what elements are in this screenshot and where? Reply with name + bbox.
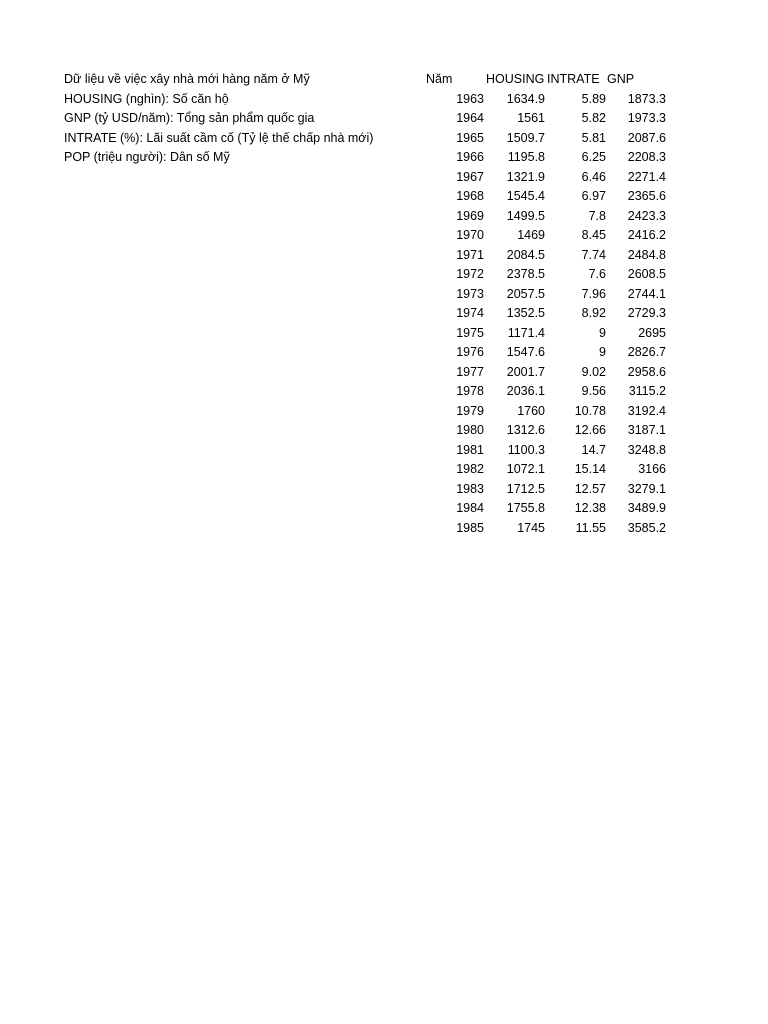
table-row xyxy=(420,363,680,383)
cell-gnp: 3192.4 xyxy=(627,403,666,418)
cell-year: 1966 xyxy=(456,150,484,164)
table-row xyxy=(420,480,680,500)
header-housing: HOUSING xyxy=(486,72,545,86)
cell-year: 1963 xyxy=(456,91,484,106)
cell-gnp: 2729.3 xyxy=(627,306,666,320)
cell-intrate: 5.82 xyxy=(581,111,606,125)
cell-gnp: 2423.3 xyxy=(627,208,666,223)
table-row xyxy=(420,441,680,461)
cell-intrate: 5.89 xyxy=(581,91,606,106)
cell-housing: 1321.9 xyxy=(506,169,545,184)
cell-gnp: 2365.6 xyxy=(627,189,666,203)
table-row xyxy=(420,207,680,227)
cell-year: 1977 xyxy=(456,364,484,379)
cell-intrate: 9 xyxy=(599,325,606,340)
cell-year: 1969 xyxy=(456,208,484,223)
table-row xyxy=(420,109,680,129)
table-row xyxy=(420,343,680,363)
cell-year: 1980 xyxy=(456,423,484,437)
cell-year: 1978 xyxy=(456,384,484,398)
cell-housing: 1509.7 xyxy=(506,130,545,145)
cell-gnp: 2744.1 xyxy=(627,286,666,301)
cell-housing: 2084.5 xyxy=(506,247,545,262)
table-row xyxy=(420,168,680,188)
housing-data-table xyxy=(420,70,680,538)
cell-gnp: 2958.6 xyxy=(627,364,666,379)
cell-housing: 1745 xyxy=(517,520,545,535)
cell-gnp: 2416.2 xyxy=(627,228,666,242)
cell-gnp: 1973.3 xyxy=(627,111,666,125)
cell-housing: 1712.5 xyxy=(506,481,545,496)
cell-housing: 1100.3 xyxy=(507,442,545,457)
cell-housing: 1072.1 xyxy=(506,462,545,476)
cell-gnp: 2271.4 xyxy=(627,169,666,184)
table-row xyxy=(420,285,680,305)
table-body xyxy=(420,90,680,539)
cell-housing: 2057.5 xyxy=(506,286,545,301)
cell-gnp: 2087.6 xyxy=(627,130,666,145)
cell-intrate: 7.6 xyxy=(588,267,606,281)
table-row xyxy=(420,324,680,344)
cell-housing: 2001.7 xyxy=(506,364,545,379)
cell-gnp: 3115.2 xyxy=(628,384,666,398)
cell-gnp: 3279.1 xyxy=(627,481,666,496)
cell-year: 1984 xyxy=(456,501,484,515)
table-row xyxy=(420,129,680,149)
cell-year: 1985 xyxy=(456,520,484,535)
cell-year: 1972 xyxy=(456,267,484,281)
table-row xyxy=(420,148,680,168)
cell-year: 1973 xyxy=(456,286,484,301)
cell-intrate: 9.56 xyxy=(581,384,606,398)
cell-intrate: 12.57 xyxy=(574,481,606,496)
cell-gnp: 1873.3 xyxy=(627,91,666,106)
cell-gnp: 3187.1 xyxy=(627,423,666,437)
cell-intrate: 5.81 xyxy=(581,130,606,145)
cell-year: 1968 xyxy=(456,189,484,203)
table-row xyxy=(420,304,680,324)
table-row xyxy=(420,519,680,539)
header-intrate: INTRATE xyxy=(547,72,600,86)
cell-intrate: 7.74 xyxy=(581,247,606,262)
cell-intrate: 7.8 xyxy=(588,208,606,223)
cell-housing: 1547.6 xyxy=(506,345,545,359)
cell-gnp: 2826.7 xyxy=(627,345,666,359)
cell-housing: 1469 xyxy=(517,228,545,242)
cell-year: 1974 xyxy=(456,306,484,320)
cell-housing: 1561 xyxy=(517,111,545,125)
cell-year: 1976 xyxy=(456,345,484,359)
cell-year: 1964 xyxy=(456,111,484,125)
cell-intrate: 8.92 xyxy=(581,306,606,320)
cell-housing: 1312.6 xyxy=(506,423,545,437)
table-row xyxy=(420,187,680,207)
gnp-definition: GNP (tỷ USD/năm): Tổng sản phẩm quốc gia xyxy=(64,111,315,125)
cell-year: 1979 xyxy=(456,403,484,418)
table-row xyxy=(420,246,680,266)
cell-housing: 2378.5 xyxy=(506,267,545,281)
cell-intrate: 12.66 xyxy=(574,423,606,437)
cell-intrate: 12.38 xyxy=(574,501,606,515)
cell-year: 1983 xyxy=(456,481,484,496)
cell-housing: 1545.4 xyxy=(506,189,545,203)
cell-intrate: 8.45 xyxy=(581,228,606,242)
cell-intrate: 6.97 xyxy=(581,189,606,203)
cell-gnp: 3248.8 xyxy=(627,442,666,457)
pop-definition: POP (triệu người): Dân số Mỹ xyxy=(64,150,230,164)
cell-housing: 1760 xyxy=(517,403,545,418)
table-row xyxy=(420,499,680,519)
cell-year: 1975 xyxy=(456,325,484,340)
cell-gnp: 2695 xyxy=(638,325,666,340)
cell-housing: 1195.8 xyxy=(507,150,545,164)
cell-intrate: 10.78 xyxy=(574,403,606,418)
cell-housing: 2036.1 xyxy=(506,384,545,398)
table-row xyxy=(420,382,680,402)
description-notes xyxy=(64,70,414,168)
cell-gnp: 3489.9 xyxy=(627,501,666,515)
cell-year: 1965 xyxy=(456,130,484,145)
cell-year: 1970 xyxy=(456,228,484,242)
cell-gnp: 2208.3 xyxy=(627,150,666,164)
cell-year: 1981 xyxy=(456,442,484,457)
header-year: Năm xyxy=(426,72,453,86)
cell-intrate: 11.55 xyxy=(575,520,606,535)
table-row xyxy=(420,421,680,441)
table-row xyxy=(420,265,680,285)
cell-year: 1982 xyxy=(456,462,484,476)
cell-housing: 1755.8 xyxy=(506,501,545,515)
cell-intrate: 15.14 xyxy=(574,462,606,476)
cell-year: 1967 xyxy=(456,169,484,184)
table-header-row xyxy=(420,70,680,90)
table-row xyxy=(420,90,680,110)
dataset-title: Dữ liệu về việc xây nhà mới hàng năm ở Mỹ xyxy=(64,72,310,86)
table-row xyxy=(420,460,680,480)
cell-intrate: 6.25 xyxy=(581,150,606,164)
housing-definition: HOUSING (nghìn): Số căn hộ xyxy=(64,91,229,106)
cell-housing: 1352.5 xyxy=(506,306,545,320)
intrate-definition: INTRATE (%): Lãi suất cầm cố (Tỷ lệ thế chấp nhà mới) xyxy=(64,130,374,145)
cell-intrate: 9 xyxy=(599,345,606,359)
table-row xyxy=(420,402,680,422)
table-row xyxy=(420,226,680,246)
cell-gnp: 3585.2 xyxy=(627,520,666,535)
cell-gnp: 2484.8 xyxy=(627,247,666,262)
cell-year: 1971 xyxy=(456,247,484,262)
cell-housing: 1171.4 xyxy=(507,325,545,340)
cell-intrate: 6.46 xyxy=(581,169,606,184)
cell-housing: 1499.5 xyxy=(506,208,545,223)
cell-intrate: 7.96 xyxy=(581,286,606,301)
cell-housing: 1634.9 xyxy=(506,91,545,106)
header-gnp: GNP xyxy=(607,72,635,86)
cell-gnp: 3166 xyxy=(638,462,666,476)
cell-intrate: 9.02 xyxy=(581,364,606,379)
cell-gnp: 2608.5 xyxy=(627,267,666,281)
cell-intrate: 14.7 xyxy=(581,442,606,457)
